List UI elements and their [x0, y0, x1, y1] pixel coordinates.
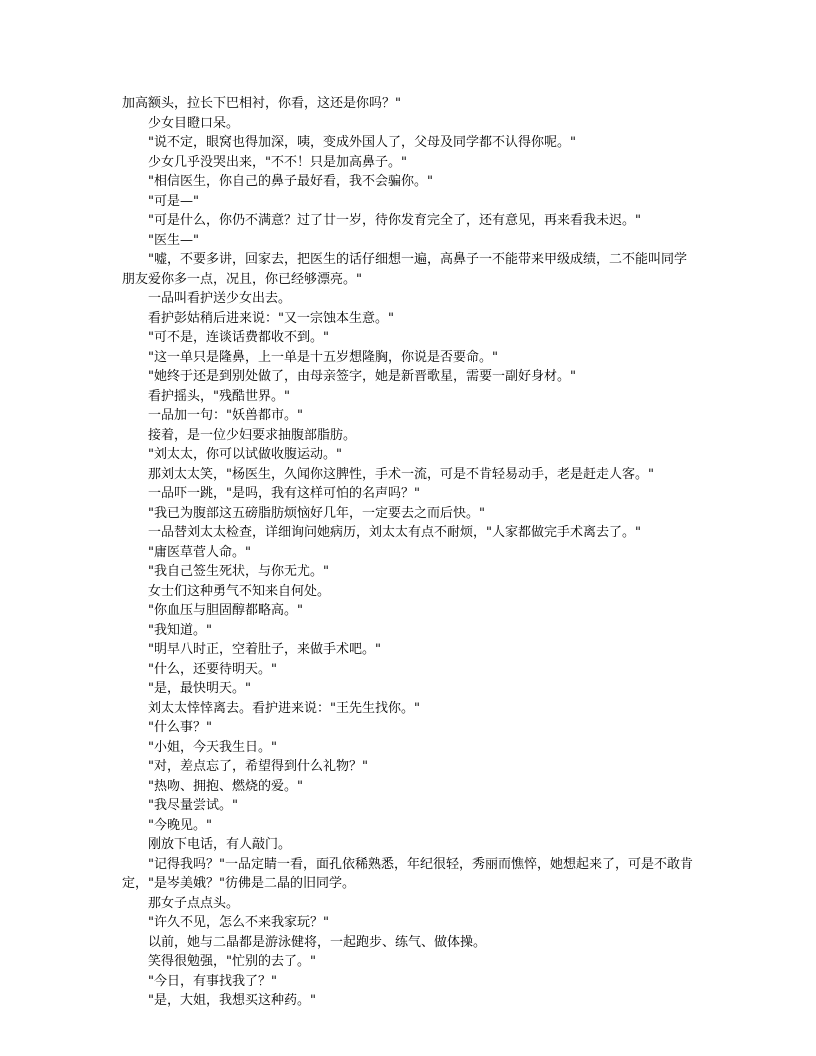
paragraph: 一品吓一跳，"是吗，我有这样可怕的名声吗？" [148, 486, 420, 501]
paragraph: "我自己签生死状，与你无尤。" [148, 564, 329, 579]
paragraph: "说不定，眼窝也得加深，咦，变成外国人了，父母及同学都不认得你呢。" [148, 135, 576, 150]
paragraph: "我尽量尝试。" [148, 798, 238, 813]
paragraph: 看护彭姑稍后进来说："又一宗蚀本生意。" [148, 310, 394, 326]
paragraph: 一品替刘太太检查，详细询问她病历，刘太太有点不耐烦，"人家都做完手术离去了。" [148, 525, 641, 540]
paragraph: 接着，是一位少妇要求抽腹部脂肪。 [148, 427, 357, 443]
paragraph: "今晚见。" [148, 817, 212, 833]
paragraph: "热吻、拥抱、燃烧的爱。" [148, 778, 303, 794]
paragraph: 一品加一句："妖兽都市。" [148, 408, 303, 423]
paragraph: "小姐，今天我生日。" [148, 739, 277, 755]
paragraph: "我知道。" [148, 622, 212, 638]
paragraph: 以前，她与二晶都是游泳健将，一起跑步、练气、做体操。 [148, 934, 487, 950]
paragraph: 笑得很勉强，"忙别的去了。" [148, 954, 316, 969]
paragraph: "相信医生，你自己的鼻子最好看，我不会骗你。" [148, 174, 433, 189]
body-text [122, 94, 698, 1011]
paragraph: 看护摇头，"残酷世界。" [148, 388, 290, 404]
paragraph: 加高额头，拉长下巴相衬，你看，这还是你吗？" [122, 96, 401, 111]
paragraph: 女士们这种勇气不知来自何处。 [148, 583, 331, 599]
paragraph: 刘太太悻悻离去。看护进来说："王先生找你。" [148, 700, 420, 716]
paragraph: 少女目瞪口呆。 [148, 115, 240, 131]
paragraph: "这一单只是隆鼻，上一单是十五岁想隆胸，你说是否要命。" [148, 349, 498, 365]
paragraph: 一品叫看护送少女出去。 [148, 291, 292, 306]
paragraph: "明早八时正，空着肚子，来做手术吧。" [148, 642, 381, 657]
paragraph: "刘太太，你可以试做收腹运动。" [148, 447, 342, 462]
paragraph: "什么事？" [148, 720, 212, 735]
paragraph: "今日，有事找我了？" [148, 973, 277, 989]
paragraph: "什么，还要待明天。" [148, 661, 277, 677]
paragraph: "对，差点忘了，希望得到什么礼物？" [148, 759, 368, 774]
paragraph: "庸医草菅人命。" [148, 544, 251, 560]
paragraph: "你血压与胆固醇都略高。" [148, 603, 303, 618]
paragraph: "她终于还是到别处做了，由母亲签字，她是新晋歌星，需要一副好身材。" [148, 369, 576, 384]
paragraph: "可是—" [148, 193, 199, 209]
paragraph: "记得我吗？"一品定睛一看，面孔依稀熟悉，年纪很轻，秀丽而憔悴，她想起来了，可是不敢肯定，"是岑美娥？"彷佛是二晶的旧同学。 [122, 856, 693, 891]
paragraph: "医生—" [148, 232, 199, 248]
paragraph: "是，大姐，我想买这种药。" [148, 993, 316, 1008]
paragraph: 刚放下电话，有人敲门。 [148, 837, 292, 852]
paragraph: 少女几乎没哭出来，"不不！只是加高鼻子。" [148, 154, 407, 170]
paragraph: "可是什么，你仍不满意？过了廿一岁，待你发育完全了，还有意见，再来看我未迟。" [148, 213, 641, 228]
paragraph: "是，最快明天。" [148, 681, 251, 696]
paragraph: 那刘太太笑，"杨医生，久闻你这脾性，手术一流，可是不肯轻易动手，老是赶走人客。" [148, 466, 654, 482]
paragraph: "嘘，不要多讲，回家去，把医生的话仔细想一遍，高鼻子一不能带来甲级成绩，二不能叫同学朋友爱你多一点，况且，你已经够漂亮。" [122, 252, 687, 287]
paragraph: 那女子点点头。 [148, 895, 240, 911]
paragraph: "我已为腹部这五磅脂肪烦恼好几年，一定要去之而后快。" [148, 505, 485, 521]
paragraph: "许久不见，怎么不来我家玩？" [148, 915, 329, 930]
paragraph: "可不是，连谈话费都收不到。" [148, 330, 329, 345]
